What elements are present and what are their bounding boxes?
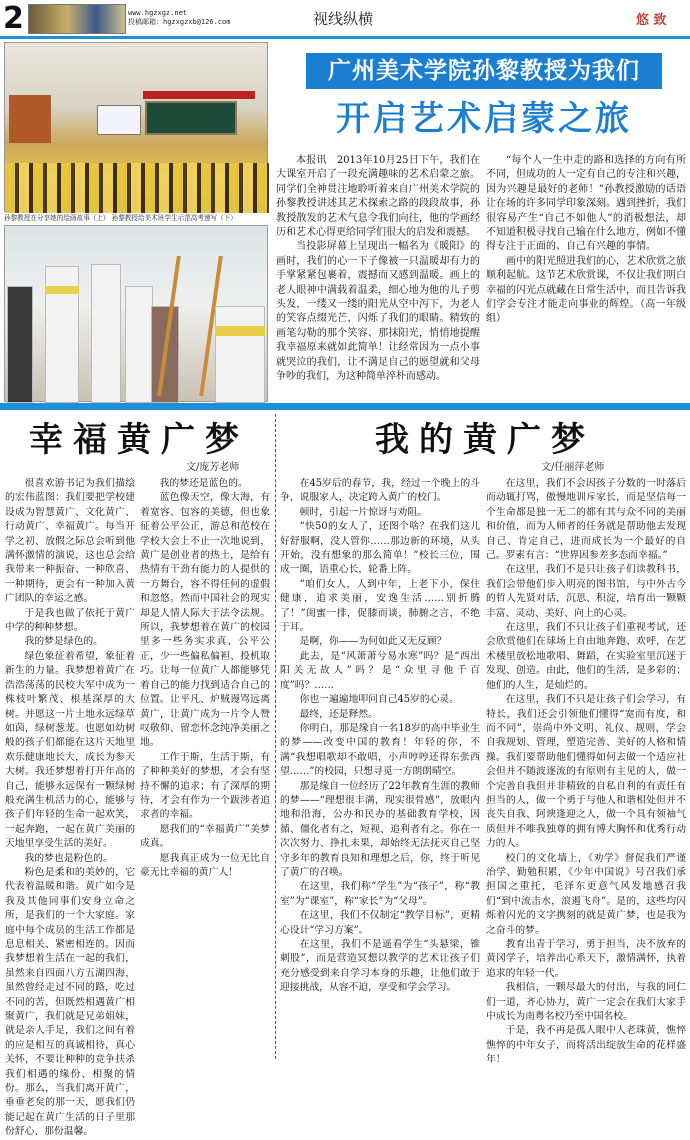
top-article-column-2: “每个人一生中走的路和选择的方向有所不同，但成功的人一定有自己的专注和兴趣，因为兴趣是最好的老师！”孙教授激励的话语让在场的许多同学印象深刻。遇到挫折，我们很容易产生“自己不如他人”的消极想法，却不知道积极寻找自己输在什么地方，例如不懂得专注于正面的、自己有兴趣的事情。 画中的阳光照进我们的心，艺术欣赏之旅顺利起航。这节艺术欣赏课，不仅让我们明白幸福的闪光点就藏在日常生活中，而且告诉我们学会专注才能走向事业的辉煌。（高一年级组） [486, 155, 686, 325]
sketch-demo-photo [4, 225, 268, 402]
right-article-column-2: 在这里，我们不会因孩子分数的一时落后而动辄打骂，傲慢地训斥家长，而是坚信每一个生命都是独一无二的都有其与众不同的美丽和价值，而为人师者的任务就是帮助他去发现自己、肯定自己，进而成长为一个最好的自己。罗素有言：“世界因参差多态而幸福。” 在这里，我们不是只让孩子们读教科书，我们会带他们步入明亮的图书馆，与中外古今的哲人先贤对话，沉思、积淀，培育出一颗颗丰富、灵动、美好、向上的心灵。 在这里，我们不只让孩子们重视考试，还会欣赏他们在球场上自由地奔跑、欢呼，在艺术楼里放松地歌唱、舞蹈，在实验室里沉迷于发现、创造。由此，他们的生活，是多彩的；他们的人生，是灿烂的。 在这里，我们不只是让孩子们会学习，有特长，我们还会引领他们懂得“宽而有度，和而不同”，崇尚中外文明、礼仪、规则，学会自我规划、管理，塑造完善、美好的人格和情操。我们要帮助他们懂得如何去做一个适应社会但并不随波逐流的有原则有主见的人，做一个完善自我但并非精致的自私自利的有责任有担当的人，做一个勇于与他人和谐相处但并不丧失自我、阿谀逢迎之人，做一个具有领袖气质但并不唯我独尊的拥有博大胸怀和优秀行动力的人。 校门的文化墙上，《劝学》督促我们严谨治学、勤勉积累，《少年中国说》号召我们承担国之重托，毛泽东更意气风发地感召我们“到中流击水，浪遏飞舟”。是的，这些均闪烁着闪光的文字携刻的就是黄广梦，也是我为之奋斗的梦。 教育出青于学习，勇于担当，决不放弃的黄冈学子，培养出心系天下，激情满怀，执着追求的年轻一代。 我相信，一颗尽最大的付出，与我的同仁们一道，齐心协力，黄广一定会在我们大家手中成长为南粤名校乃至中国名校。 于是，我不再是孤人眼中人老珠黄，憔悴憔悴的中年女子，而将活出绽放生命的花样盛年！ [486, 478, 686, 1066]
header-rule [0, 36, 690, 39]
top-article-column-1: 本报讯 2013年10月25日下午，我们在大课室开启了一段充满趣味的艺术启蒙之旅。同学们全神贯注地聆听着来自广州美术学院的孙黎教授讲述其艺术探索之路的段段故事，孙教授散发的艺术气息令我们向往，他的学画经历和艺术心得更给同学们很大的启发和震撼。 当投影屏幕上呈现出一幅名为《暖阳》的画时，我们的心一下子像被一只温暖却有力的手掌紧紧包裹着，震撼而又感到温暖。画上的老人眼神中满载着温柔，细心地为他的儿子剪头发，一缕又一缕的阳光从空中泻下，为老人的笑容点缀光芒，闪烁了我们的眼睛。精致的画笔勾勒的那个笑容、那抹阳光，悄悄地提醒我幸福原来就如此简单！让经常因为一点小事就哭泣的我们，让不满足自己的愿望就和父母争吵的我们，为这种简单淬朴而感动。 [276, 155, 480, 383]
page-header [0, 0, 690, 40]
left-article-title: 幸福黄广梦 [29, 420, 249, 460]
right-article-byline: 文/任丽萍老师 [541, 462, 605, 473]
headline-line-2: 开启艺术启蒙之旅 [336, 99, 632, 139]
website-url[interactable]: www.hgzxgz.net [128, 9, 188, 17]
right-article-column-1: 在45岁后的春节，我，经过一个晚上的斗争，说服家人，决定跨入黄广的校门。 顿时，引起一片惊讶与劝阻。 “快50的女人了，还图个啥？在我们这儿好舒服啊，没人管你……那边新的环境，从头开始，没有想象的那么简单！”校长三位，围成一圈，语重心长，轮番上阵。 “咱们女人，人到中年，上老下小，保住健康，追求美丽，安逸生活……别折腾了！”闺蜜一排，促膝而谈，肺腑之言，不绝于耳。 是啊，你——为何如此又无反顾？ 此去，是“风萧萧兮易水寒”吗？是“西出阳关无故人”吗？是“众里寻他千百度”吗？…… 你也一遍遍地叩问自己45岁的心灵。 最终，还是释然。 你明白，那是缘自一名18岁的高中毕业生的梦——改变中国的教育！年轻的你，不满“我想唱歌却不敢唱，小声哼哼还得东张西望……”的校园，只想寻觅一方朗朗晴空。 那是缘自一位经历了22年教育生涯的教师的梦——“理想很丰满，现实很骨感”，放眼内地和沿海，公办和民办的基础教育学校，因循、僵化者有之，短视、追利者有之。你在一次次努力、挣扎未果，却始终无法抚灭自己坚守多年的教育良知和理想之后，你，终于听见了黄广的召唤。 在这里，我们称“学生”为“孩子”，称“教室”为“课室”，称“家长”为“父母”。 在这里，我们不仅制定“教学目标”，更精心设计“学习方案”。 在这里，我们不是遥看学生“头悬梁，锥刺股”，而是营造冥想以教学的艺术让孩子们充分感受到来自学习本身的乐趣，让他们敢于迎接挑战，从容不迫，享受和学会学习。 [280, 478, 480, 994]
section-divider [0, 403, 690, 410]
lecture-hall-photo [4, 42, 268, 212]
header-thumbnail-image [28, 4, 126, 34]
headline-line-1: 广州美术学院孙黎教授为我们 [306, 53, 662, 89]
section-title: 视线纵横 [313, 10, 374, 28]
left-article-column-1: 很喜欢游书记为我们描绘的宏伟蓝图：我们要把学校建设成为智慧黄广、文化黄广、行动黄广、幸福黄广。每当开学之初、放假之际总会听到他满怀激情的演说，这也总会给我带来一种振奋、一种欣喜、一种期待，更会有一种加入黄广团队的幸运之感。 于是我也做了依托于黄广中学的种种梦想。 我的梦是绿色的。 绿色象征着希望，象征着新生的力量。我梦想着黄广在浩浩荡荡的民校大军中成为一株枝叶繁茂、根基深厚的大树。并愿这一片土地永远绿草如茵，绿树葱茏。也愿如幼树般的孩子们都能在这片天地里欢乐健康地长大，成长为参天大树。我还梦想着打开年高的自己，能够永远保有一颗绿树般充满生机活力的心，能够与孩子们年轻的生命一起欢笑，一起奔跑，一起在黄广美丽的天地里享受生活的美好。 我的梦也是粉色的。 粉色是柔和的美妙的，它代表着温暖和谐。黄广如今是我及其他同事们安身立命之所，是我们的一个大家庭。家庭中每个成员的生活工作都是息息相关、紧密相连的。因而我梦想着生活在一起的我们，虽然来自四面八方五湖四海，虽然曾经走过不同的路，吃过不同的苦，但既然相遇黄广相聚黄广，我们就是兄弟姐妹，就是亲人手足，我们之间有着的应是相互的真诚相待，真心关怀，不要让种种的竞争扶杀我们相遇的缘份、相聚的情份。那么，当我们离开黄广，垂垂老矣的那一天，愿我们仍能记起在黄广生活的日子里那份舒心、那份温馨。 [5, 478, 135, 1138]
column-divider [275, 414, 276, 1059]
submission-email[interactable]: 投稿邮箱：hgzxgzxb@126.com [128, 18, 231, 26]
right-article-title: 我的黄广梦 [375, 420, 595, 460]
page-number: 2 [3, 1, 24, 36]
left-article-byline: 文/庞芳老师 [186, 462, 240, 473]
column-logo: 悠 致 [636, 13, 667, 28]
left-article-column-2: 我的梦还是蓝色的。 蓝色像天空，像大海，有着宽容、包容的美德，但也象征着公平公正，游总和范校在学校大会上不止一次地说到，黄广是创业者的热土，是给有热情有干劲有能力的人提供的一方舞台，容不得任何的虚假和忽悠。然而中国社会的现实却是人情人际大于法令法规。所以，我梦想着在黄广的校园里多一些务实求真、公平公正，少一些偏私偏袒、投机取巧。让每一位黄广人都能够凭着自己的能力找到适合自己的位置。让平凡、炉贼谩骂远离黄广，让黄广成为一片令人赞叹敬仰、留恋怀念纯净美丽之地。 工作于斯，生活于斯，有了种种美好的梦想，才会有坚持不懈的追求；有了深厚的期待，才会有作为一个跋涉者追求者的幸福。 愿我们的“幸福黄广”美梦成真。 愿我真正成为一位无比自豪无比幸福的黄广人！ [140, 478, 270, 878]
photo-caption: 孙黎教授在分享她的绘画故事（上） 孙黎教授给美术班学生示范高考速写（下） [4, 214, 237, 222]
header-contact [128, 9, 230, 27]
